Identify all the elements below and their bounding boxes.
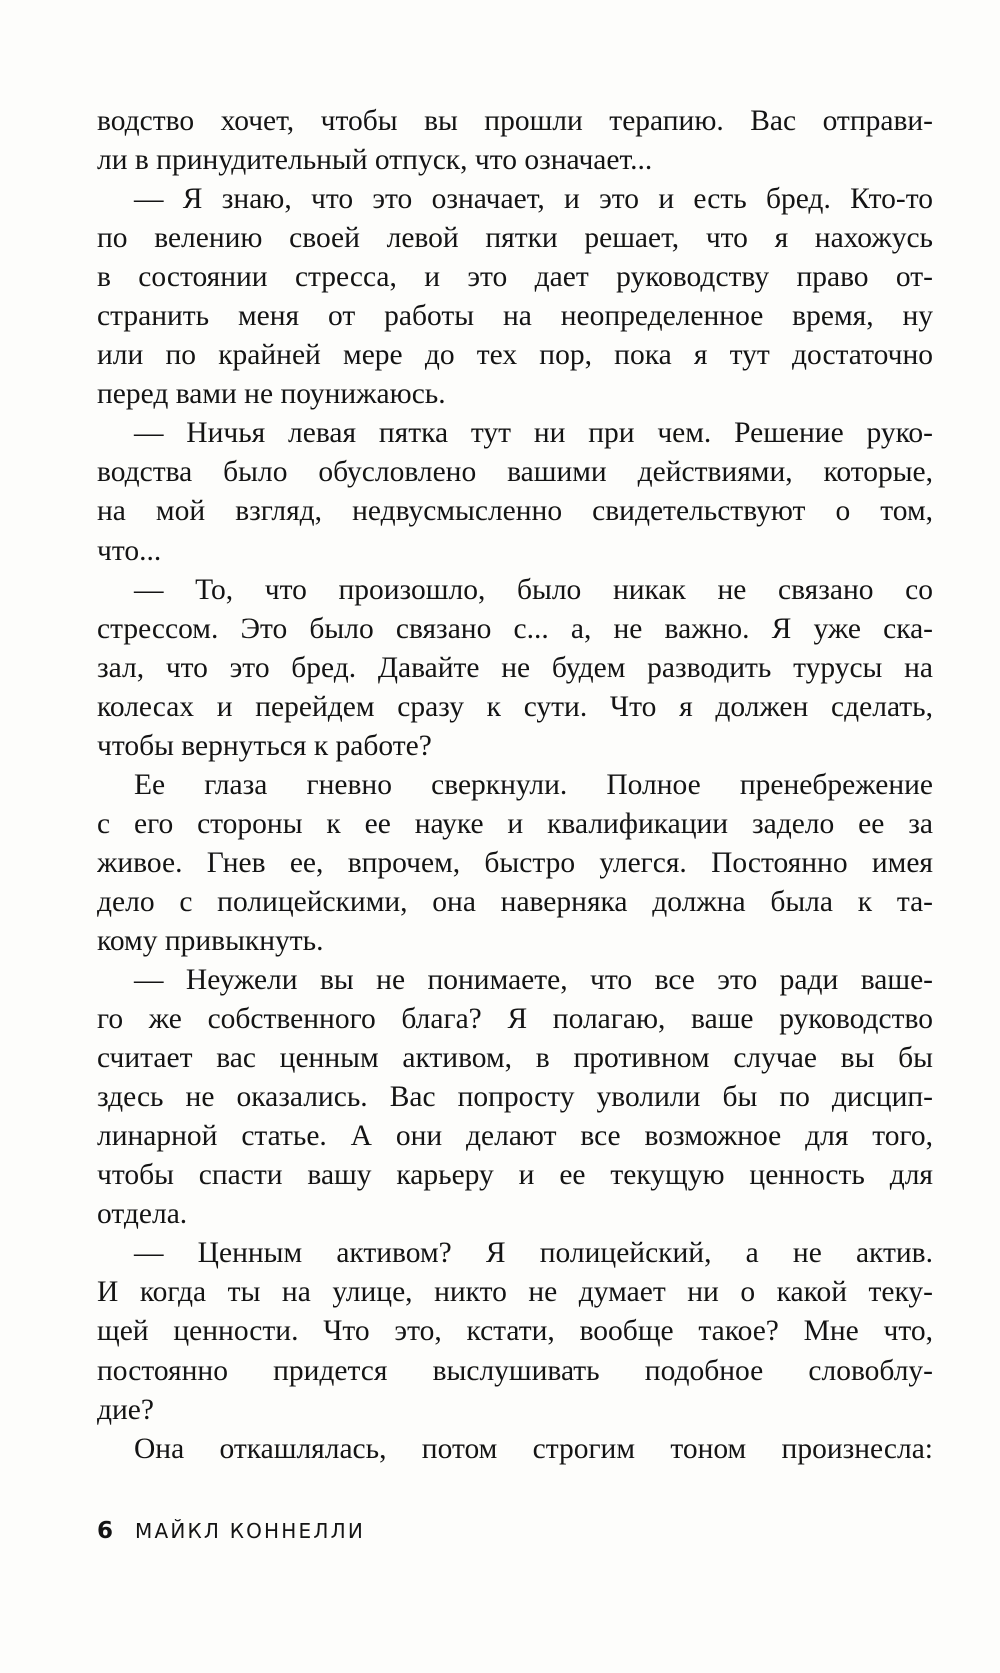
text-line: го же собственного блага? Я полагаю, ваше руководство [97,1003,933,1036]
text-line: щей ценности. Что это, кстати, вообще такое? Мне что, [97,1315,933,1348]
text-line: — Неужели вы не понимаете, что все это ради ваше- [134,964,933,997]
text-line: дие? [97,1393,154,1426]
body-text [97,102,933,1469]
running-head-author: МАЙКЛ КОННЕЛЛИ [135,1519,366,1543]
text-line: что... [97,534,162,567]
text-line: — Ценным активом? Я полицейский, а не актив. [134,1237,933,1270]
text-line: чтобы спасти вашу карьеру и ее текущую ценность для [97,1159,933,1192]
text-line: — Ничья левая пятка тут ни при чем. Решение руко- [134,417,933,450]
text-line: водства было обусловлено вашими действиями, которые, [97,456,933,489]
text-line: странить меня от работы на неопределенное время, ну [97,300,933,333]
text-line: водство хочет, чтобы вы прошли терапию. Вас отправи- [97,105,933,137]
text-line: стрессом. Это было связано с... а, не важно. Я уже ска- [97,612,933,645]
text-line: перед вами не поунижаюсь. [97,378,446,411]
text-line: отдела. [97,1198,188,1231]
text-line: линарной статье. А они делают все возможное для того, [97,1120,933,1153]
text-line: Она откашлялась, потом строгим тоном произнесла: [134,1432,933,1465]
text-line: дело с полицейскими, она наверняка должна была к та- [97,885,933,918]
text-line: на мой взгляд, недвусмысленно свидетельствуют о том, [97,495,933,528]
text-line: — То, что произошло, было никак не связано со [134,573,933,606]
text-line: чтобы вернуться к работе? [97,729,432,762]
text-line: колесах и перейдем сразу к сути. Что я должен сделать, [97,690,933,723]
text-line: по велению своей левой пятки решает, что я нахожусь [97,222,933,255]
page-number: 6 [97,1518,114,1544]
text-line: считает вас ценным активом, в противном случае вы бы [97,1042,933,1075]
text-line: Ее глаза гневно сверкнули. Полное пренебрежение [134,768,933,801]
text-line: кому привыкнуть. [97,924,324,957]
text-line: — Я знаю, что это означает, и это и есть бред. Кто-то [134,183,933,216]
text-line: ли в принудительный отпуск, что означает... [97,144,653,177]
text-line: живое. Гнев ее, впрочем, быстро улегся. Постоянно имея [97,846,933,879]
text-line: здесь не оказались. Вас попросту уволили бы по дисцип- [97,1081,933,1114]
text-line: зал, что это бред. Давайте не будем разводить турусы на [97,651,933,684]
text-line: с его стороны к ее науке и квалификации задело ее за [97,807,933,840]
text-line: в состоянии стресса, и это дает руководству право от- [97,261,933,294]
text-line: или по крайней мере до тех пор, пока я тут достаточно [97,339,933,372]
text-line: постоянно придется выслушивать подобное словоблу- [97,1354,933,1387]
text-line: И когда ты на улице, никто не думает ни о какой теку- [97,1276,933,1309]
page-footer [97,1518,365,1544]
